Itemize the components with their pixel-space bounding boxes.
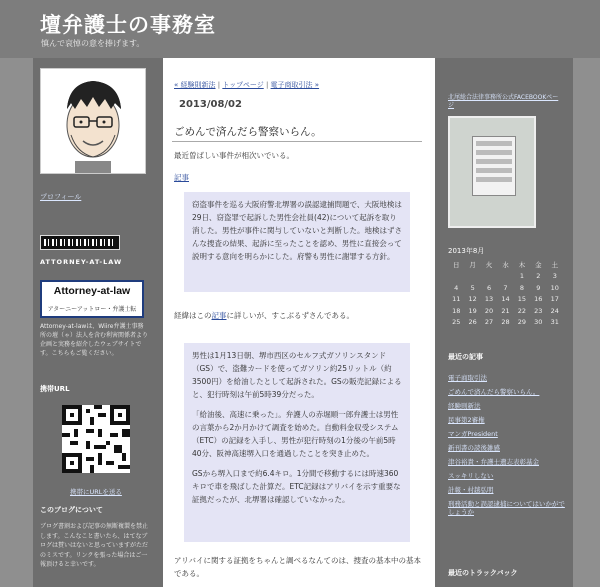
calendar-day[interactable]: 24 <box>550 306 559 315</box>
calendar-day[interactable]: 2 <box>536 272 541 281</box>
body-paragraph: アリバイに関する証拠をちゃんと調べるなんてのは、捜査の基本中の基本である。 <box>174 556 421 578</box>
calendar-week <box>448 271 563 283</box>
article-inline-link[interactable]: 記事 <box>211 311 227 320</box>
recent-post-link[interactable]: 津谷裕貴・弁護士遺志表彰基金 <box>448 458 539 466</box>
calendar-day-header: 日 <box>452 261 460 270</box>
calendar-day[interactable]: 13 <box>484 295 494 304</box>
calendar-day[interactable]: 23 <box>534 306 543 315</box>
attorney-banner-title: Attorney-at-law <box>53 285 131 297</box>
calendar-day[interactable]: 27 <box>484 318 494 327</box>
recent-post-link[interactable]: 経験則新法 <box>448 402 481 410</box>
qr-code-icon <box>62 405 130 473</box>
prev-post-link[interactable]: « 経験則新法 <box>174 81 216 89</box>
facebook-photo[interactable] <box>448 116 536 228</box>
calendar-day[interactable]: 26 <box>468 318 477 327</box>
calendar-day[interactable]: 16 <box>534 295 543 304</box>
calendar-day-header: 火 <box>485 261 493 270</box>
profile-avatar <box>40 68 146 174</box>
quote-paragraph: 男性は1月13日朝、堺市西区のセルフ式ガソリンスタンド（GS）で、盗難カードを使ってガソリン約25リットル（約3500円）を給油したとして起訴された。GSの販売記録によると、犯行時刻は午前5時39分だった。 <box>192 351 402 399</box>
calendar-day[interactable]: 7 <box>503 283 508 292</box>
calendar-day <box>448 271 464 283</box>
calendar-day-header: 月 <box>469 261 476 270</box>
attorney-banner[interactable] <box>40 280 144 318</box>
calendar <box>448 259 563 328</box>
top-page-link[interactable]: トップページ <box>222 81 264 89</box>
mobile-url-label: 携帯URL <box>40 385 70 393</box>
calendar-day[interactable]: 12 <box>468 295 477 304</box>
calendar-day[interactable]: 30 <box>534 318 543 327</box>
calendar-day[interactable]: 19 <box>468 306 477 315</box>
calendar-day[interactable]: 8 <box>519 283 524 292</box>
post-navigation <box>174 80 319 90</box>
attorney-section-label: ATTORNEY-AT-LAW <box>40 258 123 266</box>
quote-paragraph: GSから堺入口まで約6.4キロ。1分間で移動するには時速360キロで車を飛ばした計算だ。ETC記録はアリバイを示す重要な証拠だったが、北堺署は確認していなかった。 <box>192 469 401 504</box>
calendar-day[interactable]: 15 <box>517 295 527 304</box>
site-header <box>0 0 600 58</box>
calendar-day-header: 水 <box>502 261 509 270</box>
next-post-link[interactable]: 電子商取引法 » <box>270 81 320 89</box>
recent-post-link[interactable]: 計報・村越弘明 <box>448 486 494 494</box>
calendar-day <box>464 271 480 283</box>
avatar-illustration-icon <box>41 69 145 173</box>
about-blog-label: このブログについて <box>40 506 103 514</box>
calendar-day[interactable]: 4 <box>454 283 459 292</box>
attorney-banner-subtitle: アターニーアットロー・弁護士転 <box>47 306 137 313</box>
body-text: に詳しいが、すこぶるずさんである。 <box>226 311 354 320</box>
calendar-day[interactable]: 10 <box>550 283 559 292</box>
calendar-day-header: 木 <box>518 261 526 270</box>
calendar-header-row <box>448 259 563 271</box>
calendar-day[interactable]: 18 <box>452 306 461 315</box>
calendar-day[interactable]: 11 <box>452 295 461 304</box>
title-divider <box>172 141 422 142</box>
calendar-week <box>448 317 563 329</box>
recent-post-link[interactable]: 新刊書の読後雑感 <box>448 444 500 452</box>
calendar-day[interactable]: 5 <box>470 283 475 292</box>
nav-separator: | <box>217 81 223 89</box>
calendar-day[interactable]: 28 <box>501 318 510 327</box>
office-sign-image <box>472 136 516 196</box>
blockquote <box>184 343 410 542</box>
calendar-day[interactable]: 31 <box>550 318 559 327</box>
logo-banner[interactable] <box>40 235 120 250</box>
calendar-week <box>448 294 563 306</box>
post-date: 2013/08/02 <box>179 99 242 110</box>
post-title[interactable]: ごめんで済んだら警察いらん。 <box>174 126 322 138</box>
calendar-title: 2013年8月 <box>448 247 485 255</box>
calendar-day[interactable]: 22 <box>517 306 527 315</box>
body-text: 経緯はこの <box>174 311 212 320</box>
profile-link[interactable]: プロフィール <box>40 193 82 201</box>
calendar-day <box>481 271 497 283</box>
calendar-day <box>497 271 513 283</box>
calendar-week <box>448 305 563 317</box>
nav-separator: | <box>265 81 271 89</box>
recent-post-link[interactable]: ごめんで済んだら警察いらん。 <box>448 388 540 396</box>
calendar-day[interactable]: 3 <box>552 272 557 281</box>
calendar-day[interactable]: 17 <box>550 295 559 304</box>
recent-post-link[interactable]: マンガPresident <box>448 430 498 438</box>
recent-trackbacks-label: 最近のトラックバック <box>448 569 518 577</box>
post-lead: 最近曽ばしい事件が相次いでいる。 <box>174 151 294 160</box>
recent-post-link[interactable]: 民事第2審権 <box>448 416 485 424</box>
recent-post-link[interactable]: スッキリしない <box>448 472 494 480</box>
about-blog-text: ブログ書割および記事の無断複製を禁止します。こんなこと書いたら、はてなブログは賛いはないと思っていますがただのミスです。リンクを張った場合はご一報頂けると幸いです。 <box>40 523 149 568</box>
calendar-day[interactable]: 21 <box>501 306 510 315</box>
recent-posts-label: 最近の記事 <box>448 353 483 361</box>
send-mobile-url-link[interactable]: 携帯にURLを送る <box>70 488 122 496</box>
body-paragraph <box>174 310 354 321</box>
calendar-week <box>448 282 563 294</box>
blockquote: 窃盗事件を巡る大阪府警北堺署の誤認逮捕問題で、大阪地検は29日、窃盗罪で起訴した男性会社員(42)について起訴を取り消した。男性が事件に関与していないと判断した。地検はずさんな捜査の結果、起訴に至ったことを認め、男性に直接会って説明する意向を明らかにした。府警も男性に謝罪する方針。 <box>184 192 410 292</box>
article-link[interactable]: 記事 <box>174 173 189 182</box>
recent-post-link[interactable]: 刑務活動と誤認逮捕についてはいかがでしょうか <box>448 500 565 516</box>
site-description: 慎んで哀悼の意を捧げます。 <box>41 39 145 48</box>
calendar-day[interactable]: 1 <box>519 272 524 281</box>
quote-paragraph: 「給油後、高速に乗った」。弁護人の赤堀順一郎弁護士は男性の言葉から2か月かけて調査を始めた。自動料金収受システム（ETC）の記録を入手し、男性が犯行時刻の1分後の午前5時40分、阪神高速堺入口を通過したことを突き止めた。 <box>192 410 399 458</box>
calendar-day[interactable]: 29 <box>517 318 527 327</box>
attorney-description: Attorney-at-lawは、Wiire弁護士事務所の壇（ゃ）法人を含む利害関係者より企画と実務を紹介したウェブサイトです。こちらもご覧ください。 <box>40 323 149 357</box>
calendar-day[interactable]: 6 <box>486 283 492 292</box>
calendar-day[interactable]: 25 <box>452 318 461 327</box>
calendar-day-header: 土 <box>551 261 559 270</box>
site-title[interactable]: 壇弁護士の事務室 <box>40 13 216 37</box>
calendar-day[interactable]: 14 <box>501 295 510 304</box>
facebook-page-link[interactable]: 北尾総合法律事務所公式FACEBOOKページ <box>448 94 559 109</box>
recent-posts-list <box>448 374 568 522</box>
calendar-day-header: 金 <box>535 261 542 270</box>
calendar-day[interactable]: 9 <box>536 283 541 292</box>
recent-post-link[interactable]: 電子商取引法 <box>448 374 487 382</box>
calendar-day[interactable]: 20 <box>484 306 494 315</box>
